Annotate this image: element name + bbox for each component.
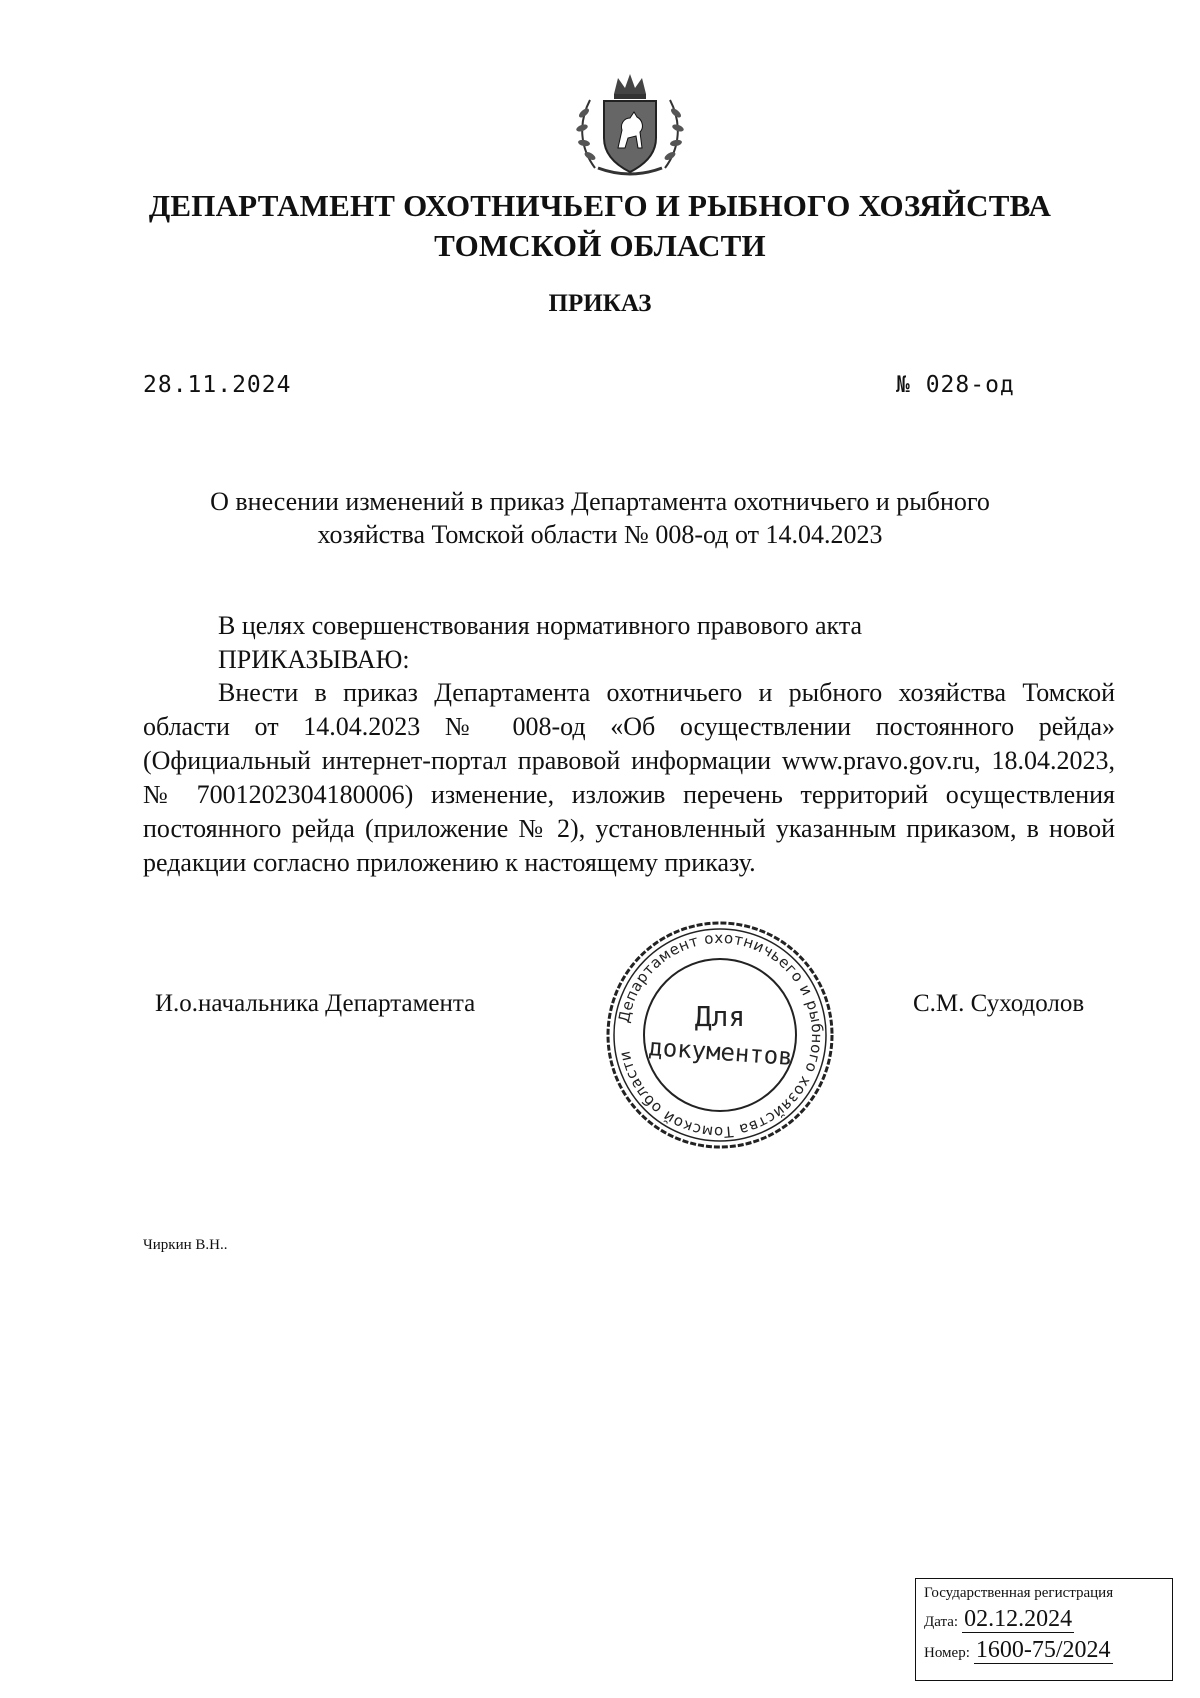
svg-text:Департамент охотничьего и рыбн (615, 929, 826, 1141)
document-type: ПРИКАЗ (548, 290, 652, 317)
subject-line1: О внесении изменений в приказ Департамента охотничьего и рыбного (210, 487, 990, 516)
registration-box (915, 1578, 1173, 1681)
signatory-title: И.о.начальника Департамента (155, 990, 476, 1017)
stamp-center-line2: документов (647, 1033, 794, 1072)
main-paragraph: Внести в приказ Департамента охотничьего и рыбного хозяйства Томской области от 14.04.2023 № 008-од «Об осуществлении постоянного рейда» (Официальный интернет-портал правовой информации www.pravo.gov.ru, 18.04.2023, № 7001202304180006) изменение, изложив перечень территорий осуществления постоянного рейда (приложение № 2), установленный указанным приказом, в новой редакции согласно приложению к настоящему приказу. (143, 678, 1115, 877)
registration-heading: Государственная регистрация (924, 1585, 1114, 1601)
stamp-center-line1: Для (694, 1000, 746, 1033)
document-date: 28.11.2024 (143, 372, 292, 398)
document-number: № 028-од (896, 372, 1015, 398)
registration-number-label: Номер: (924, 1645, 970, 1661)
signatory-name: С.М. Суходолов (913, 990, 1085, 1017)
organization-name-line1: ДЕПАРТАМЕНТ ОХОТНИЧЬЕГО И РЫБНОГО ХОЗЯЙСТВА (148, 188, 1052, 223)
stamp-ring-text: Департамент охотничьего и рыбного хозяйства Томской области (614, 928, 827, 1142)
coat-of-arms-icon (570, 68, 690, 178)
order-word: ПРИКАЗЫВАЮ: (218, 645, 410, 674)
executor-name: Чиркин В.Н.. (143, 1237, 228, 1253)
official-stamp (603, 918, 837, 1152)
subject-line2: хозяйства Томской области № 008-од от 14.04.2023 (317, 520, 883, 549)
registration-number-value: 1600-75/2024 (975, 1637, 1111, 1663)
preamble: В целях совершенствования нормативного правового акта (218, 611, 863, 640)
registration-date-row (924, 1606, 1164, 1633)
organization-name-line2: ТОМСКОЙ ОБЛАСТИ (434, 228, 766, 263)
registration-date-value: 02.12.2024 (964, 1606, 1073, 1632)
registration-date-label: Дата: (924, 1614, 959, 1630)
registration-number-row (924, 1637, 1164, 1664)
